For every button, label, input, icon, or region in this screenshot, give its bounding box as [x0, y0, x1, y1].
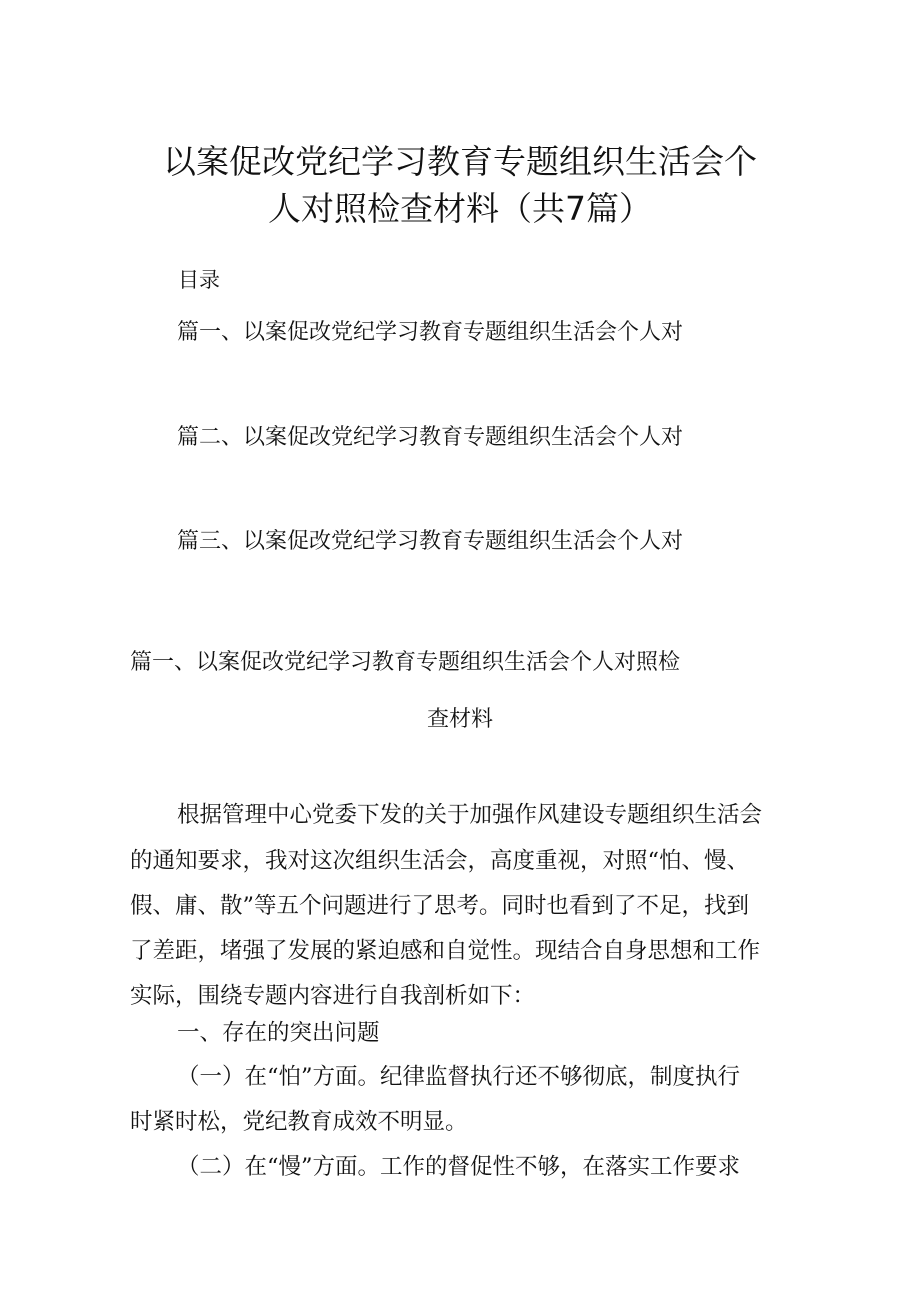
- section-title-line-2: 查材料: [426, 707, 493, 732]
- body-paragraph-line-1: 根据管理中心党委下发的关于加强作风建设专题组织生活会: [177, 802, 763, 828]
- body-paragraph-line-3: 假、庸、散”等五个问题进行了思考。同时也看到了不足，找到: [130, 893, 750, 919]
- section-heading-1: 一、存在的突出问题: [177, 1020, 380, 1046]
- toc-item-3[interactable]: 篇三、以案促改党纪学习教育专题组织生活会个人对: [177, 529, 684, 554]
- body-paragraph-line-2: 的通知要求，我对这次组织生活会，高度重视，对照“怕、慢、: [130, 848, 750, 874]
- document-title-line-1: 以案促改党纪学习教育专题组织生活会个: [163, 142, 757, 181]
- body-paragraph-line-5: 实际，围绕专题内容进行自我剖析如下：: [130, 983, 536, 1009]
- item-2-line-1: （二）在“慢”方面。工作的督促性不够，在落实工作要求: [177, 1154, 741, 1180]
- document-title-line-2: 人对照检查材料（共7篇）: [268, 189, 652, 228]
- body-paragraph-line-4: 了差距，堵强了发展的紧迫感和自觉性。现结合自身思想和工作: [130, 938, 761, 964]
- toc-heading: 目录: [178, 268, 220, 292]
- toc-item-2[interactable]: 篇二、以案促改党纪学习教育专题组织生活会个人对: [177, 425, 684, 450]
- item-1-line-1: （一）在“怕”方面。纪律监督执行还不够彻底，制度执行: [177, 1064, 741, 1090]
- toc-item-1[interactable]: 篇一、以案促改党纪学习教育专题组织生活会个人对: [177, 320, 684, 345]
- item-1-line-2: 时紧时松，党纪教育成效不明显。: [130, 1109, 468, 1135]
- section-title-line-1: 篇一、以案促改党纪学习教育专题组织生活会个人对照检: [130, 650, 681, 675]
